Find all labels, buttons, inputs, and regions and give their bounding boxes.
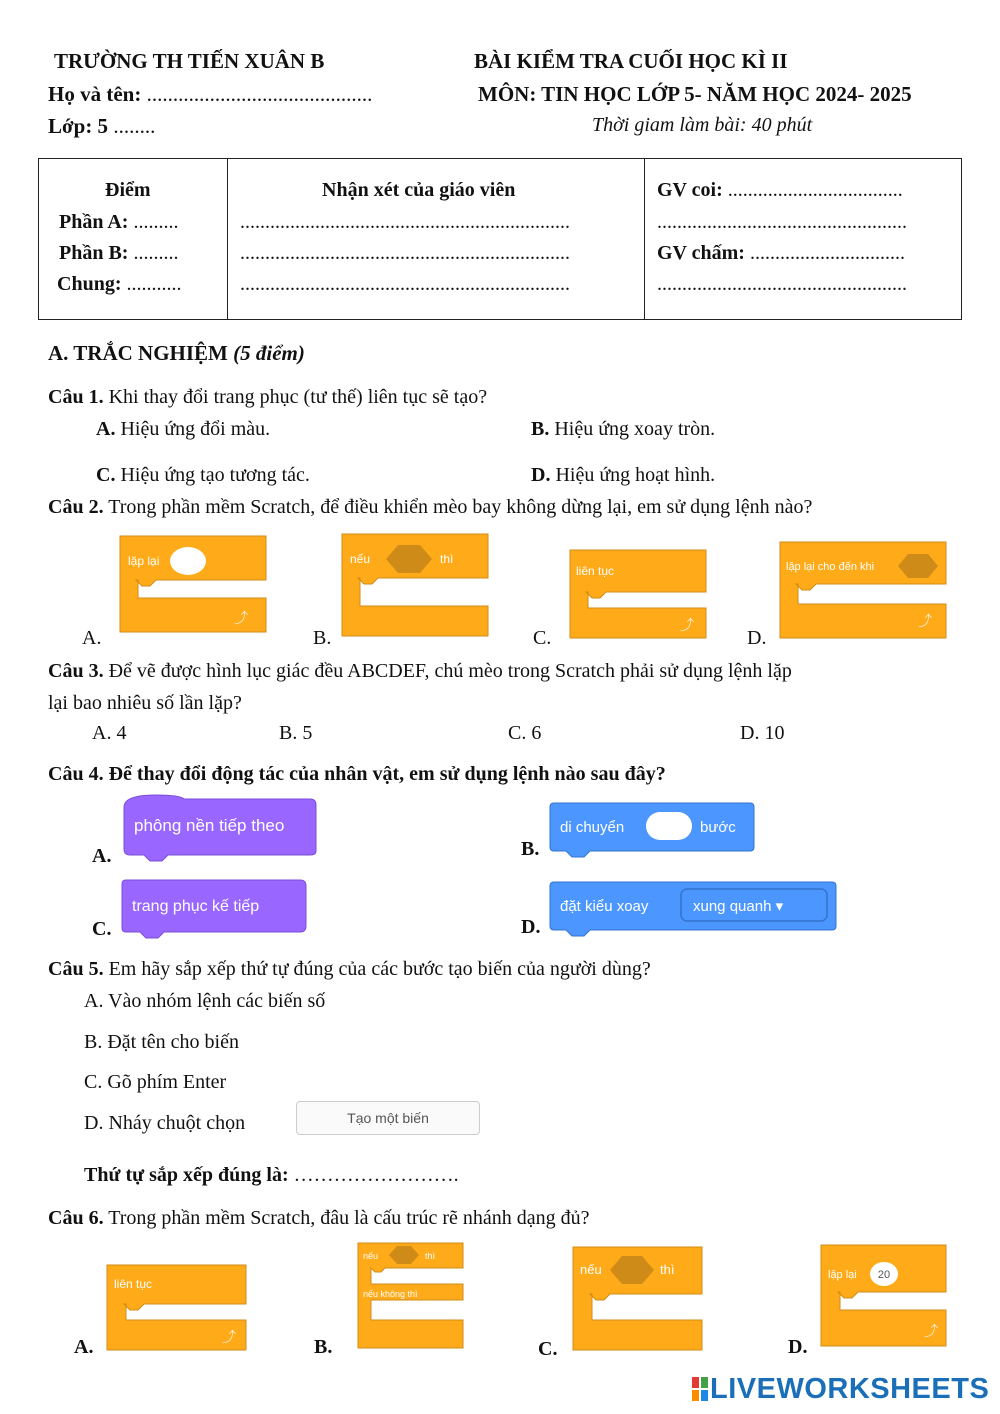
q2-block-b-if: nếu xyxy=(350,552,371,566)
q5-stem xyxy=(48,958,651,981)
q6-block-d-text: lặp lại xyxy=(828,1269,857,1281)
q3-stem-2: lại bao nhiêu số lần lặp? xyxy=(48,692,242,714)
name-label: Họ và tên: xyxy=(48,82,142,106)
liveworksheets-icon xyxy=(692,1376,708,1400)
comment-line-1[interactable]: .................................................................. xyxy=(240,211,570,233)
name-dots: ........................................... xyxy=(146,82,373,106)
q1-stem xyxy=(48,386,487,409)
q4-stem xyxy=(48,763,666,786)
q5-label: Câu 5. xyxy=(48,958,104,980)
q2-block-a-text: lặp lại xyxy=(128,554,160,568)
comment-line-3[interactable]: .................................................................. xyxy=(240,273,570,295)
loop-arrow-icon: ⤴ xyxy=(918,613,932,629)
part-b-dots: ......... xyxy=(133,242,179,264)
q5-answer-label: Thứ tự sắp xếp đúng là: xyxy=(84,1164,289,1186)
make-variable-button[interactable]: Tạo một biến xyxy=(296,1101,480,1135)
q6-option-b[interactable]: B. xyxy=(314,1336,333,1358)
q3-label: Câu 3. xyxy=(48,660,104,682)
q6-block-b-if: nếu xyxy=(363,1251,379,1261)
part-a-label: Phần A: xyxy=(59,211,129,233)
q6-block-forever[interactable] xyxy=(104,1262,250,1354)
q4-option-b[interactable]: B. xyxy=(521,838,540,860)
school-name: TRƯỜNG TH TIẾN XUÂN B xyxy=(54,49,325,73)
loop-arrow-icon: ⤴ xyxy=(680,617,694,633)
q4-option-d[interactable]: D. xyxy=(521,916,541,938)
total-score[interactable] xyxy=(57,273,181,296)
q5-step-d: D. Nháy chuột chọn xyxy=(84,1112,246,1134)
class-dots: ........ xyxy=(113,114,156,138)
q1-d-text: Hiệu ứng hoạt hình. xyxy=(555,464,716,486)
q1-option-d[interactable] xyxy=(531,464,715,487)
q6-block-d-num: 20 xyxy=(877,1269,891,1281)
q2-block-forever[interactable] xyxy=(566,546,712,644)
q4-block-d-text: đặt kiểu xoay xyxy=(560,898,649,915)
class-label: Lớp: 5 xyxy=(48,114,109,138)
q2-stem xyxy=(48,496,812,519)
q3-stem-1 xyxy=(48,660,792,683)
loop-arrow-icon: ⤴ xyxy=(924,1323,938,1339)
gv-cham-line[interactable] xyxy=(657,242,905,265)
score-cell xyxy=(39,159,228,320)
q4-label: Câu 4. xyxy=(48,763,104,785)
comment-cell xyxy=(228,159,645,320)
q3-text-1: Để vẽ được hình lục giác đều ABCDEF, chú mèo trong Scratch phải sử dụng lệnh lặp xyxy=(108,660,792,682)
q6-text: Trong phần mềm Scratch, đâu là cấu trúc rẽ nhánh dạng đủ? xyxy=(108,1207,590,1229)
score-table xyxy=(38,158,962,320)
q5-text: Em hãy sắp xếp thứ tự đúng của các bước tạo biến của người dùng? xyxy=(108,958,651,980)
total-dots: ........... xyxy=(126,273,182,295)
q4-text: Để thay đổi động tác của nhân vật, em sử dụng lệnh nào sau đây? xyxy=(108,763,666,785)
q5-step-c: C. Gõ phím Enter xyxy=(84,1071,227,1093)
q2-block-b-then: thì xyxy=(440,552,454,566)
q1-c-text: Hiệu ứng tạo tương tác. xyxy=(120,464,310,486)
class-line[interactable] xyxy=(48,114,155,139)
q4-option-c[interactable]: C. xyxy=(92,918,112,940)
part-b-label: Phần B: xyxy=(59,242,129,264)
logo-text: LIVEWORKSHEETS xyxy=(710,1373,990,1405)
q2-option-c[interactable]: C. xyxy=(533,627,552,649)
q1-a-text: Hiệu ứng đổi màu. xyxy=(120,418,271,440)
q6-option-d[interactable]: D. xyxy=(788,1336,808,1358)
q6-option-c[interactable]: C. xyxy=(538,1338,558,1360)
teacher-cell xyxy=(645,159,962,320)
gv-coi-label: GV coi: xyxy=(657,179,723,201)
q1-text: Khi thay đổi trang phục (tư thế) liên tục sẽ tạo? xyxy=(108,386,488,408)
q4-block-c-text: trang phục kế tiếp xyxy=(132,898,260,915)
q4-block-rotation-style[interactable] xyxy=(548,880,840,938)
q5-answer-dots: ……………………. xyxy=(293,1164,459,1186)
q2-block-c-text: liên tục xyxy=(576,564,615,578)
q3-option-b[interactable]: B. 5 xyxy=(279,722,313,744)
q6-stem xyxy=(48,1207,590,1230)
part-a-dots: ......... xyxy=(133,211,179,233)
q1-b-text: Hiệu ứng xoay tròn. xyxy=(554,418,716,440)
q4-block-a-text: phông nền tiếp theo xyxy=(134,816,285,835)
part-a-score[interactable] xyxy=(59,211,178,234)
q2-option-b[interactable]: B. xyxy=(313,627,332,649)
q1-d-label: D. xyxy=(531,464,551,486)
score-header: Điểm xyxy=(105,179,151,201)
q4-block-next-backdrop[interactable] xyxy=(120,793,320,863)
section-a-title xyxy=(48,341,305,366)
q4-block-d-option: xung quanh ▾ xyxy=(693,898,784,915)
q1-a-label: A. xyxy=(96,418,116,440)
loop-arrow-icon: ⤴ xyxy=(222,1329,236,1345)
q1-option-b[interactable] xyxy=(531,418,715,441)
q4-block-b-steps: bước xyxy=(700,819,736,836)
q4-block-next-costume[interactable] xyxy=(120,878,310,940)
comment-line-2[interactable]: .................................................................. xyxy=(240,242,570,264)
q1-option-c[interactable] xyxy=(96,464,310,487)
q2-block-repeat-until[interactable] xyxy=(776,538,950,644)
part-b-score[interactable] xyxy=(59,242,178,265)
exam-title: BÀI KIỂM TRA CUỐI HỌC KÌ II xyxy=(474,49,788,73)
student-name-line[interactable] xyxy=(48,82,372,107)
q6-label: Câu 6. xyxy=(48,1207,104,1229)
total-label: Chung: xyxy=(57,273,122,295)
subject-line: MÔN: TIN HỌC LỚP 5- NĂM HỌC 2024- 2025 xyxy=(478,82,912,106)
comment-header: Nhận xét của giáo viên xyxy=(322,179,516,201)
q4-block-move[interactable] xyxy=(548,801,758,859)
q5-step-a: A. Vào nhóm lệnh các biến số xyxy=(84,990,326,1012)
q2-option-d[interactable]: D. xyxy=(747,627,767,649)
q3-option-a[interactable]: A. 4 xyxy=(92,722,127,744)
q4-block-b-move: di chuyển xyxy=(560,819,625,836)
q6-block-if-then[interactable] xyxy=(570,1244,706,1356)
section-a-label: A. TRẮC NGHIỆM xyxy=(48,341,228,365)
q2-block-d-text: lặp lại cho đến khi xyxy=(786,561,875,573)
q2-label: Câu 2. xyxy=(48,496,104,518)
q1-c-label: C. xyxy=(96,464,116,486)
q1-label: Câu 1. xyxy=(48,386,104,408)
q6-block-c-then: thì xyxy=(660,1262,675,1277)
liveworksheets-logo xyxy=(692,1373,989,1406)
q5-step-b: B. Đặt tên cho biến xyxy=(84,1031,239,1053)
gv-coi-line[interactable] xyxy=(657,179,903,202)
time-line: Thời giam làm bài: 40 phút xyxy=(592,114,813,136)
q6-block-if-else[interactable] xyxy=(355,1240,467,1354)
section-a-points: (5 điểm) xyxy=(233,341,305,365)
q1-b-label: B. xyxy=(531,418,550,440)
gv-cham-line-2[interactable]: .................................................. xyxy=(657,273,907,295)
gv-coi-dots: ................................... xyxy=(727,179,903,201)
q5-answer-line[interactable] xyxy=(84,1164,459,1187)
q6-block-c-if: nếu xyxy=(580,1262,602,1277)
q6-block-b-else: nếu không thì xyxy=(363,1289,418,1299)
gv-cham-label: GV chấm: xyxy=(657,242,745,264)
gv-cham-dots: ............................... xyxy=(749,242,905,264)
q2-option-a[interactable]: A. xyxy=(82,627,102,649)
q3-option-d[interactable]: D. 10 xyxy=(740,722,785,744)
q6-block-a-text: liên tục xyxy=(114,1277,153,1291)
q2-text: Trong phần mềm Scratch, để điều khiển mèo bay không dừng lại, em sử dụng lệnh nào? xyxy=(108,496,813,518)
loop-arrow-icon: ⤴ xyxy=(234,610,248,626)
q2-block-repeat[interactable] xyxy=(116,532,272,640)
q2-block-if[interactable] xyxy=(338,530,494,642)
q4-block-b-input[interactable] xyxy=(646,812,692,840)
q3-option-c[interactable]: C. 6 xyxy=(508,722,542,744)
q2-block-a-input[interactable] xyxy=(170,547,206,575)
q6-block-b-then: thì xyxy=(425,1251,436,1261)
q6-option-a[interactable]: A. xyxy=(74,1336,94,1358)
gv-coi-line-2[interactable]: .................................................. xyxy=(657,211,907,233)
q4-option-a[interactable]: A. xyxy=(92,845,112,867)
q1-option-a[interactable] xyxy=(96,418,270,441)
q6-block-repeat[interactable] xyxy=(818,1242,950,1354)
